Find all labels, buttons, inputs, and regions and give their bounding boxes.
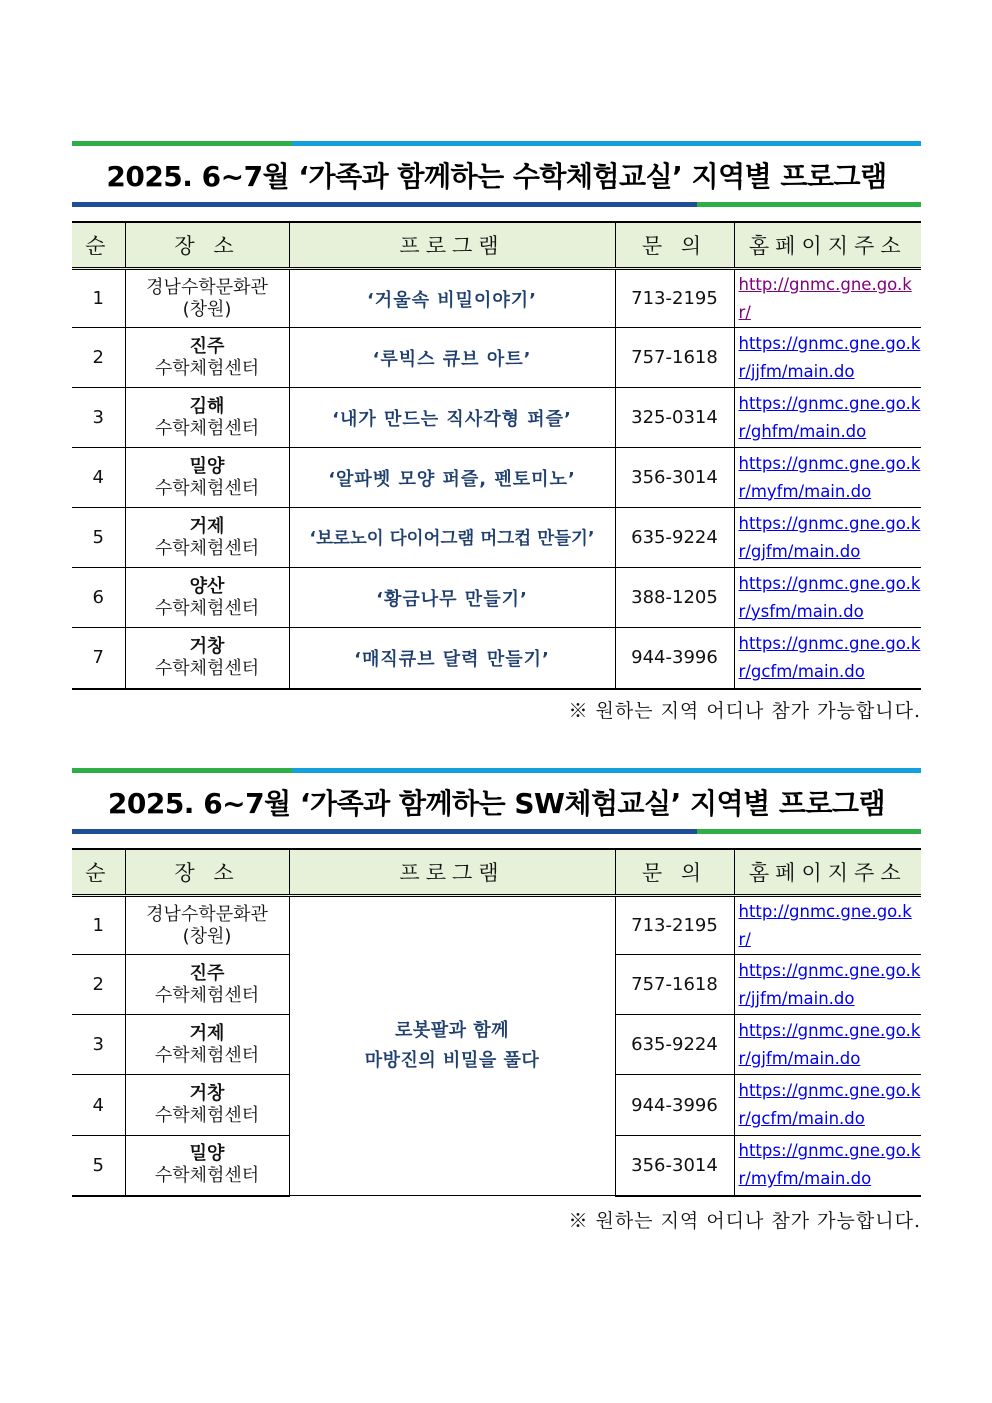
homepage-link[interactable]: https://gnmc.gne.go.kr/ysfm/main.do [738, 573, 921, 621]
row-phone: 635-9224 [615, 508, 734, 568]
table-header-row [72, 849, 921, 896]
row-phone: 356-3014 [615, 1136, 734, 1196]
header-no: 순 [72, 849, 125, 896]
place-name: 밀양 [189, 455, 225, 477]
row-url [734, 568, 921, 628]
row-program: ‘루빅스 큐브 아트’ [289, 328, 615, 388]
row-phone: 388-1205 [615, 568, 734, 628]
place-sub: 수학체험센터 [154, 417, 260, 439]
header-place: 장 소 [125, 849, 289, 896]
participation-note: ※ 원하는 지역 어디나 참가 가능합니다. [568, 700, 921, 722]
row-url [734, 896, 921, 955]
homepage-link[interactable]: https://gnmc.gne.go.kr/gjfm/main.do [738, 1020, 921, 1068]
place-sub: 수학체험센터 [154, 477, 260, 499]
program-table [72, 221, 921, 690]
title-bottom-bar [72, 829, 921, 834]
row-phone: 944-3996 [615, 1075, 734, 1136]
header-contact: 문 의 [615, 849, 734, 896]
header-no: 순 [72, 222, 125, 269]
section-title: 2025. 6~7월 ‘가족과 함께하는 SW체험교실’ 지역별 프로그램 [107, 787, 886, 820]
place-sub: 수학체험센터 [154, 597, 260, 619]
row-program: ‘알파벳 모양 퍼즐, 펜토미노’ [289, 448, 615, 508]
place-name: 진주 [189, 335, 225, 357]
table-row [72, 448, 921, 508]
row-url [734, 1075, 921, 1136]
table-header-row [72, 222, 921, 269]
section-sw-program [72, 768, 921, 1238]
place-name: 거제 [189, 515, 225, 537]
row-program: ‘내가 만드는 직사각형 퍼즐’ [289, 388, 615, 448]
title-top-bar [72, 768, 921, 773]
row-no: 1 [72, 269, 125, 328]
row-place [125, 388, 289, 448]
row-url [734, 1136, 921, 1196]
homepage-link[interactable]: https://gnmc.gne.go.kr/myfm/main.do [738, 453, 921, 501]
row-phone: 757-1618 [615, 328, 734, 388]
row-phone: 635-9224 [615, 1015, 734, 1075]
shared-program [289, 896, 615, 1196]
row-program: ‘보로노이 다이어그램 머그컵 만들기’ [289, 508, 615, 568]
row-no: 1 [72, 896, 125, 955]
row-place [125, 508, 289, 568]
section-title: 2025. 6~7월 ‘가족과 함께하는 수학체험교실’ 지역별 프로그램 [106, 160, 887, 193]
table-row [72, 328, 921, 388]
row-no: 3 [72, 1015, 125, 1075]
row-place [125, 269, 289, 328]
row-no: 5 [72, 508, 125, 568]
row-url [734, 388, 921, 448]
header-program: 프로그램 [289, 222, 615, 269]
place-name: 경남수학문화관 [146, 903, 268, 925]
place-sub: 수학체험센터 [154, 984, 260, 1006]
header-homepage: 홈페이지주소 [734, 849, 921, 896]
table-row [72, 628, 921, 689]
title-top-bar [72, 141, 921, 146]
table-row [72, 269, 921, 328]
homepage-link[interactable]: https://gnmc.gne.go.kr/ghfm/main.do [738, 393, 921, 441]
homepage-link[interactable]: https://gnmc.gne.go.kr/jjfm/main.do [738, 960, 921, 1008]
row-phone: 757-1618 [615, 955, 734, 1015]
row-place [125, 328, 289, 388]
homepage-link[interactable]: https://gnmc.gne.go.kr/gcfm/main.do [738, 1081, 921, 1128]
homepage-link[interactable]: https://gnmc.gne.go.kr/jjfm/main.do [738, 333, 921, 381]
place-sub: (창원) [182, 298, 232, 320]
row-no: 2 [72, 328, 125, 388]
title-bottom-bar [72, 202, 921, 207]
row-place [125, 1136, 289, 1196]
header-place: 장 소 [125, 222, 289, 269]
row-program: ‘거울속 비밀이야기’ [289, 269, 615, 328]
place-sub: 수학체험센터 [154, 1105, 260, 1126]
program-table [72, 848, 921, 1197]
row-phone: 325-0314 [615, 388, 734, 448]
place-sub: 수학체험센터 [154, 657, 260, 679]
row-url [734, 328, 921, 388]
place-name: 진주 [189, 962, 225, 984]
header-program: 프로그램 [289, 849, 615, 896]
row-phone: 713-2195 [615, 269, 734, 328]
row-place [125, 1015, 289, 1075]
program-line: 로봇팔과 함께 [394, 1020, 510, 1041]
row-no: 3 [72, 388, 125, 448]
row-url [734, 628, 921, 689]
place-name: 양산 [189, 575, 225, 597]
homepage-link[interactable]: http://gnmc.gne.go.kr/ [738, 901, 912, 949]
table-row [72, 896, 921, 955]
row-url [734, 955, 921, 1015]
homepage-link[interactable]: https://gnmc.gne.go.kr/gcfm/main.do [738, 633, 921, 681]
place-sub: 수학체험센터 [154, 537, 260, 559]
table-row [72, 508, 921, 568]
place-name: 경남수학문화관 [146, 276, 268, 298]
row-no: 4 [72, 1075, 125, 1136]
participation-note: ※ 원하는 지역 어디나 참가 가능합니다. [568, 1210, 921, 1232]
homepage-link[interactable]: https://gnmc.gne.go.kr/myfm/main.do [738, 1141, 921, 1189]
table-row [72, 568, 921, 628]
place-sub: 수학체험센터 [154, 357, 260, 379]
header-contact: 문 의 [615, 222, 734, 269]
row-place [125, 568, 289, 628]
row-place [125, 896, 289, 955]
place-name: 김해 [189, 395, 225, 417]
row-place [125, 1075, 289, 1136]
table-row [72, 388, 921, 448]
row-program: ‘황금나무 만들기’ [289, 568, 615, 628]
row-url [734, 1015, 921, 1075]
row-place [125, 448, 289, 508]
place-name: 거창 [189, 1083, 225, 1104]
row-url [734, 448, 921, 508]
row-program: ‘매직큐브 달력 만들기’ [289, 628, 615, 689]
place-name: 거제 [189, 1022, 225, 1044]
homepage-link[interactable]: https://gnmc.gne.go.kr/gjfm/main.do [738, 513, 921, 561]
row-url [734, 269, 921, 328]
row-no: 2 [72, 955, 125, 1015]
row-phone: 356-3014 [615, 448, 734, 508]
row-no: 6 [72, 568, 125, 628]
row-url [734, 508, 921, 568]
row-phone: 713-2195 [615, 896, 734, 955]
row-no: 5 [72, 1136, 125, 1196]
place-sub: 수학체험센터 [154, 1165, 260, 1187]
header-homepage: 홈페이지주소 [734, 222, 921, 269]
row-no: 4 [72, 448, 125, 508]
place-name: 거창 [189, 635, 225, 657]
place-sub: (창원) [182, 925, 232, 947]
place-sub: 수학체험센터 [154, 1044, 260, 1066]
homepage-link[interactable]: http://gnmc.gne.go.kr/ [738, 274, 912, 322]
row-place [125, 628, 289, 689]
row-place [125, 955, 289, 1015]
program-line: 마방진의 비밀을 풀다 [364, 1050, 540, 1071]
row-phone: 944-3996 [615, 628, 734, 689]
row-no: 7 [72, 628, 125, 689]
place-name: 밀양 [189, 1143, 225, 1165]
section-math-program [72, 141, 921, 731]
